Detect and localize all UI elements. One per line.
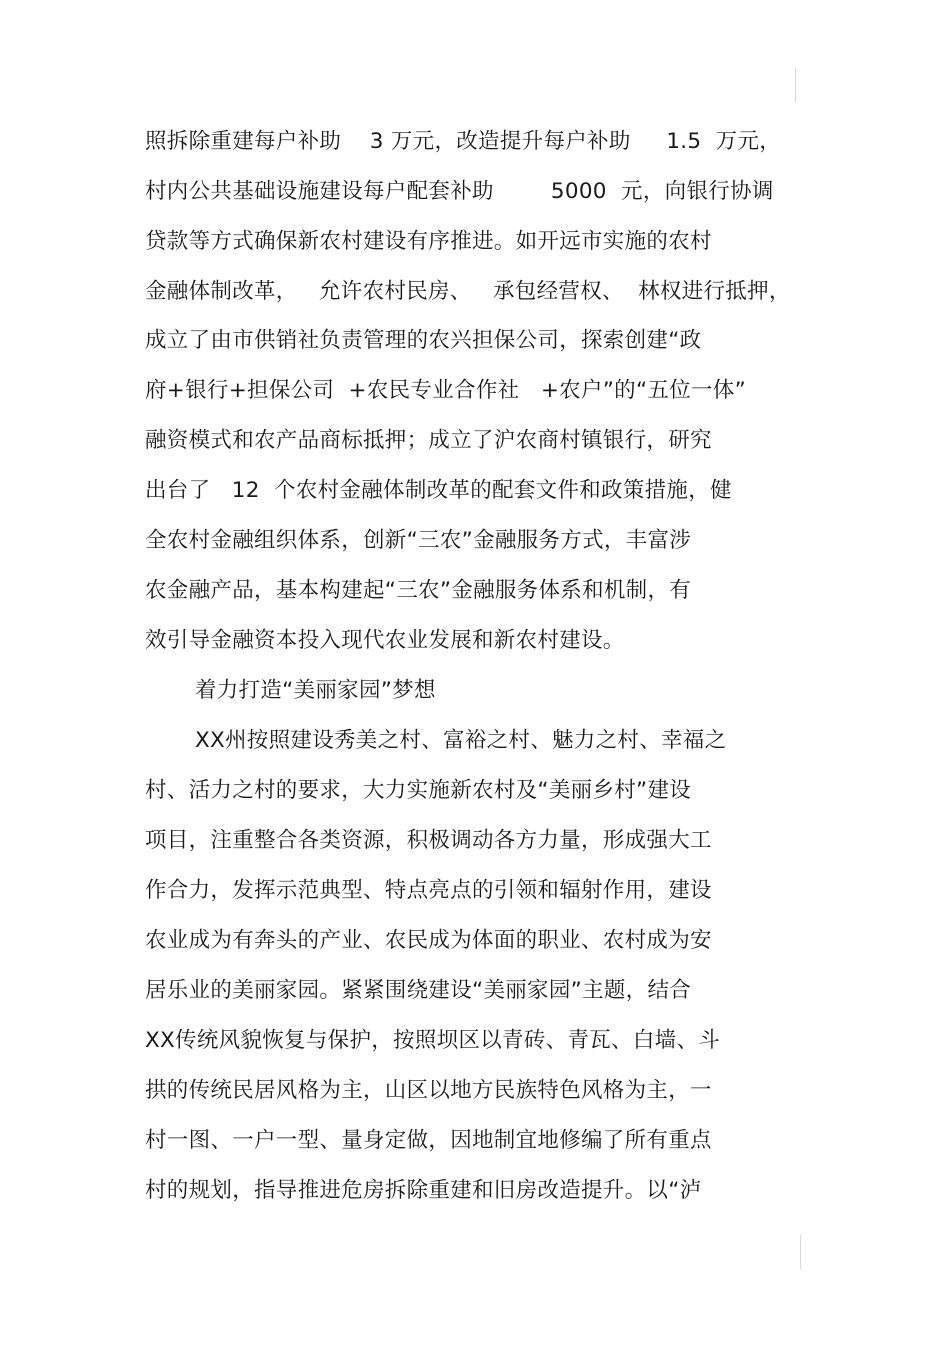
text-line: 出台了 12 个农村金融体制改革的配套文件和政策措施，健	[145, 478, 732, 503]
text-line: 成立了由市供销社负责管理的农兴担保公司，探索创建“政	[145, 328, 702, 353]
text-line: 照拆除重建每户补助 3 万元，改造提升每户补助 1.5 万元，	[145, 129, 782, 154]
text-line: 效引导金融资本投入现代农业发展和新农村建设。	[145, 628, 625, 653]
text-line: 项目，注重整合各类资源，积极调动各方力量，形成强大工	[145, 828, 712, 853]
text-line: XX州按照建设秀美之村、富裕之村、魅力之村、幸福之	[145, 728, 727, 753]
text-line: 农业成为有奔头的产业、农民成为体面的职业、农村成为安	[145, 928, 712, 953]
text-line: 贷款等方式确保新农村建设有序推进。如开远市实施的农村	[145, 229, 712, 254]
page-margin-mark-top	[795, 68, 796, 102]
text-line: 居乐业的美丽家园。紧紧围绕建设“美丽家园”主题，结合	[145, 978, 692, 1003]
text-line: 作合力，发挥示范典型、特点亮点的引领和辐射作用，建设	[145, 878, 712, 903]
text-line: 村、活力之村的要求，大力实施新农村及“美丽乡村”建设	[145, 778, 692, 803]
text-line: XX传统风貌恢复与保护，按照坝区以青砖、青瓦、白墙、斗	[145, 1028, 721, 1053]
text-line: 府+银行+担保公司 +农民专业合作社 +农户”的“五位一体”	[145, 378, 747, 403]
text-line: 全农村金融组织体系，创新“三农”金融服务方式，丰富涉	[145, 528, 692, 553]
text-line: 金融体制改革， 允许农村民房、 承包经营权、 林权进行抵押，	[145, 279, 791, 304]
text-line: 村的规划，指导推进危房拆除重建和旧房改造提升。以“泸	[145, 1178, 702, 1203]
text-line: 村内公共基础设施建设每户配套补助 5000 元，向银行协调	[145, 179, 774, 204]
text-line: 村一图、一户一型、量身定做，因地制宜地修编了所有重点	[145, 1128, 712, 1153]
section-heading: 着力打造“美丽家园”梦想	[145, 678, 436, 703]
text-line: 农金融产品，基本构建起“三农”金融服务体系和机制，有	[145, 578, 692, 603]
text-line: 拱的传统民居风格为主，山区以地方民族特色风格为主，一	[145, 1078, 712, 1103]
page-margin-mark-bottom	[800, 1235, 801, 1269]
text-line: 融资模式和农产品商标抵押；成立了沪农商村镇银行，研究	[145, 428, 712, 453]
